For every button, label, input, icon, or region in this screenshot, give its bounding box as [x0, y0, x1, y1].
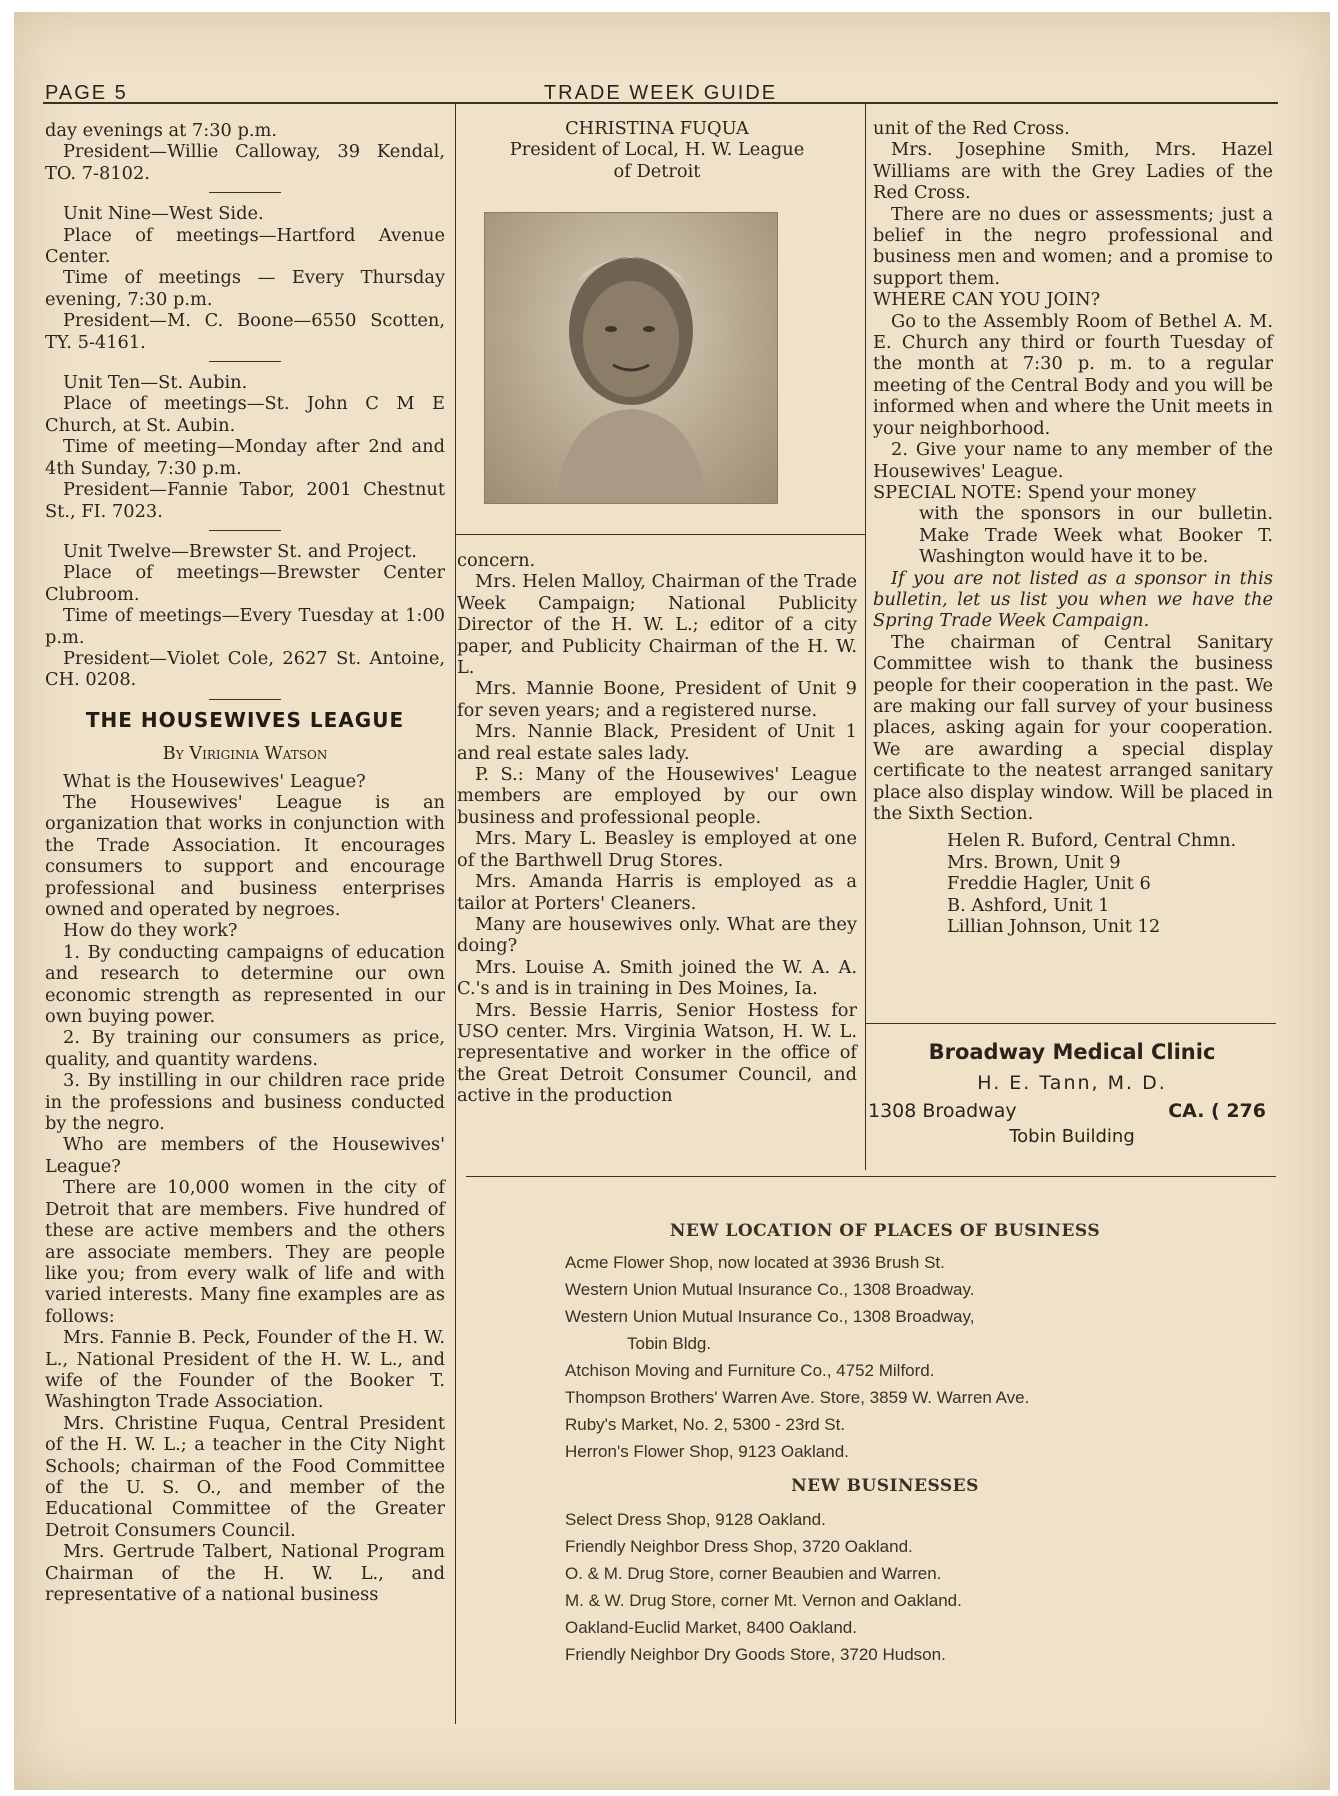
signature-line: Mrs. Brown, Unit 9	[947, 851, 1121, 873]
unit-listing-line: day evenings at 7:30 p.m.	[45, 120, 278, 141]
ad-top-rule	[865, 1023, 1276, 1024]
article-paragraph: 2. Give your name to any member of the Housewives' League.	[873, 439, 1273, 482]
unit-listing-line: Time of meetings—Every Tuesday at 1:00 p.m.	[45, 605, 445, 648]
unit-listing-line: Time of meetings — Every Thursday evening, 7:30 p.m.	[45, 267, 445, 310]
section-separator	[209, 361, 281, 362]
signature-line: Freddie Hagler, Unit 6	[947, 873, 1151, 895]
article-paragraph: 1. By conducting campaigns of education and research to determine our own economic strength as represented in our own buying power.	[45, 941, 445, 1028]
article-paragraph: Mrs. Mary L. Beasley is employed at one of the Barthwell Drug Stores.	[457, 828, 857, 871]
portrait-photo	[484, 212, 778, 504]
new-business-item: O. & M. Drug Store, corner Beaubien and Warren.	[565, 1564, 942, 1583]
article-paragraph: Go to the Assembly Room of Bethel A. M. E. Church any third or fourth Tuesday of the month at 7:30 p. m. to a regular meeting of the Central Body and you will be informed when and where the Unit meets in your neighborhood.	[873, 310, 1273, 439]
article-paragraph: What is the Housewives' League?	[63, 770, 366, 792]
header-rule	[43, 102, 1278, 104]
business-location-item: Tobin Bldg.	[627, 1334, 712, 1353]
article-paragraph: Who are members of the Housewives' League?	[45, 1134, 445, 1177]
article-paragraph: Mrs. Josephine Smith, Mrs. Hazel Williams are with the Grey Ladies of the Red Cross.	[873, 139, 1273, 204]
article-paragraph: WHERE CAN YOU JOIN?	[873, 289, 1101, 311]
article-paragraph: concern.	[457, 550, 536, 571]
business-location-item: Thompson Brothers' Warren Ave. Store, 3859 W. Warren Ave.	[565, 1388, 1030, 1407]
clinic-building: Tobin Building	[1009, 1126, 1135, 1147]
new-locations-title: NEW LOCATION OF PLACES OF BUSINESS	[669, 1221, 1101, 1241]
new-locations-section	[565, 1218, 1205, 1668]
lower-section-rule	[466, 1176, 1276, 1177]
new-businesses-title: NEW BUSINESSES	[791, 1476, 979, 1496]
article-paragraph: Mrs. Fannie B. Peck, Founder of the H. W. L., National President of the H. W. L., and wife of the Founder of the Booker T. Washington Trade Association.	[45, 1327, 445, 1413]
unit-listing-line: President—M. C. Boone—6550 Scotten, TY. 5-4161.	[45, 310, 445, 353]
business-location-item: Herron's Flower Shop, 9123 Oakland.	[565, 1442, 849, 1461]
article-paragraph: Mrs. Gertrude Talbert, National Program Chairman of the H. W. L., and representative of a national business	[45, 1541, 445, 1605]
article-paragraph: 2. By training our consumers as price, quality, and quantity wardens.	[45, 1027, 445, 1070]
photo-caption-line: President of Local, H. W. League	[509, 139, 805, 161]
column-divider-1	[455, 104, 456, 1724]
clinic-advertisement	[868, 1036, 1276, 1156]
portrait-illustration	[485, 213, 777, 503]
article-paragraph: Mrs. Amanda Harris is employed as a tailor at Porters' Cleaners.	[457, 871, 857, 914]
photo-bottom-rule	[455, 534, 865, 535]
article-paragraph: P. S.: Many of the Housewives' League members are employed by our own business and professional people.	[457, 764, 857, 828]
unit-listing-line: President—Violet Cole, 2627 St. Antoine, CH. 0208.	[45, 647, 445, 691]
committee-signatures	[873, 830, 1273, 937]
unit-listing-line: Unit Twelve—Brewster St. and Project.	[63, 540, 417, 562]
photo-caption-name: CHRISTINA FUQUA	[565, 118, 749, 139]
unit-listing-line: President—Fannie Tabor, 2001 Chestnut St., FI. 7023.	[45, 479, 445, 522]
unit-listing-line: Unit Ten—St. Aubin.	[63, 372, 248, 394]
new-locations-list	[565, 1249, 1205, 1465]
unit-listings	[45, 120, 445, 700]
clinic-doctor: H. E. Tann, M. D.	[977, 1072, 1167, 1094]
article-paragraph: There are 10,000 women in the city of Detroit that are members. Five hundred of these are active members and the others are associate members. They are people like you; from every walk of life and with varied interests. Many fine examples are as follows:	[45, 1177, 445, 1327]
new-business-item: Friendly Neighbor Dress Shop, 3720 Oakland.	[565, 1537, 913, 1556]
clinic-name: Broadway Medical Clinic	[928, 1040, 1216, 1064]
column-1	[45, 120, 445, 1605]
article-paragraph: Mrs. Louise A. Smith joined the W. A. A. C.'s and is in training in Des Moines, Ia.	[457, 956, 857, 1000]
column-2	[457, 118, 857, 182]
section-separator	[209, 530, 281, 531]
business-location-item: Acme Flower Shop, now located at 3936 Brush St.	[565, 1253, 945, 1272]
article-paragraph: 3. By instilling in our children race pride in the professions and business conducted by the negro.	[45, 1070, 445, 1135]
new-businesses-list	[565, 1506, 1205, 1668]
article-paragraph: Mrs. Helen Malloy, Chairman of the Trade Week Campaign; National Publicity Director of the H. W. L.; editor of a city paper, and Publicity Chairman of the H. W. L.	[457, 571, 857, 679]
signature-line: B. Ashford, Unit 1	[947, 894, 1110, 916]
unit-listing-line: President—Willie Calloway, 39 Kendal, TO. 7-8102.	[45, 141, 445, 184]
new-business-item: Friendly Neighbor Dry Goods Store, 3720 Hudson.	[565, 1645, 946, 1664]
column-divider-2	[865, 104, 866, 1170]
new-business-item: M. & W. Drug Store, corner Mt. Vernon and Oakland.	[565, 1591, 962, 1610]
section-separator	[209, 192, 281, 193]
article-paragraph: The chairman of Central Sanitary Committee wish to thank the business people for their cooperation in the past. We are making our fall survey of your business places, asking again for your cooperation. We are awarding a special display certificate to the neatest arranged sanitary place also display window. Will be placed in the Sixth Section.	[873, 631, 1273, 824]
article-byline: By Viriginia Watson	[162, 743, 328, 765]
article-paragraph: Mrs. Nannie Black, President of Unit 1 and real estate sales lady.	[457, 721, 857, 764]
new-business-item: Select Dress Shop, 9128 Oakland.	[565, 1510, 826, 1529]
new-business-item: Oakland-Euclid Market, 8400 Oakland.	[565, 1618, 857, 1637]
unit-listing-line: Unit Nine—West Side.	[63, 203, 264, 225]
page-number: PAGE 5	[45, 82, 128, 104]
business-location-item: Western Union Mutual Insurance Co., 1308 Broadway.	[565, 1280, 975, 1299]
clinic-phone: CA. ( 276	[1168, 1100, 1266, 1122]
unit-listing-line: Place of meetings—Brewster Center Clubroom.	[45, 562, 445, 605]
column-3-body	[873, 118, 1273, 824]
signature-line: Helen R. Buford, Central Chmn.	[947, 830, 1237, 852]
photo-caption-line: of Detroit	[613, 160, 701, 182]
clinic-address: 1308 Broadway	[868, 1100, 1017, 1122]
article-body	[45, 771, 445, 1606]
article-paragraph: Mrs. Bessie Harris, Senior Hostess for USO center. Mrs. Virginia Watson, H. W. L. representative and worker in the office of the Great Detroit Consumer Council, and active in the production	[457, 999, 857, 1107]
business-location-item: Ruby's Market, No. 2, 5300 - 23rd St.	[565, 1415, 846, 1434]
article-title: THE HOUSEWIVES LEAGUE	[85, 707, 405, 732]
article-paragraph: How do they work?	[63, 920, 238, 942]
publication-title: TRADE WEEK GUIDE	[543, 82, 778, 104]
article-paragraph: Mrs. Mannie Boone, President of Unit 9 for seven years; and a registered nurse.	[457, 678, 857, 721]
business-location-item: Atchison Moving and Furniture Co., 4752 Milford.	[565, 1361, 935, 1380]
section-separator	[209, 699, 281, 700]
article-paragraph: The Housewives' League is an organization that works in conjunction with the Trade Association. It encourages consumers to support and encourage professional and business enterprises owned and operated by negroes.	[45, 791, 445, 920]
column-2-body	[457, 550, 857, 1107]
signature-line: Lillian Johnson, Unit 12	[947, 916, 1161, 938]
article-paragraph: SPECIAL NOTE: Spend your money	[873, 481, 1197, 503]
unit-listing-line: Time of meeting—Monday after 2nd and 4th Sunday, 7:30 p.m.	[45, 436, 445, 479]
article-paragraph: There are no dues or assessments; just a belief in the negro professional and business men and women; and a promise to support them.	[873, 203, 1273, 289]
article-paragraph: Many are housewives only. What are they doing?	[457, 913, 857, 957]
article-paragraph: with the sponsors in our bulletin. Make Trade Week what Booker T. Washington would have it to be.	[919, 503, 1273, 568]
article-paragraph: If you are not listed as a sponsor in this bulletin, let us list you when we have the Spring Trade Week Campaign.	[873, 567, 1273, 632]
unit-listing-line: Place of meetings—Hartford Avenue Center.	[45, 224, 445, 268]
business-location-item: Western Union Mutual Insurance Co., 1308 Broadway,	[565, 1307, 975, 1326]
article-paragraph: Mrs. Christine Fuqua, Central President of the H. W. L.; a teacher in the City Night Schools; chairman of the Food Committee of the U. S. O., and member of the Educational Committee of the Greater Detroit Consumers Council.	[45, 1412, 445, 1541]
article-paragraph: unit of the Red Cross.	[873, 118, 1070, 139]
page-header	[45, 78, 1276, 104]
column-3	[873, 118, 1273, 937]
unit-listing-line: Place of meetings—St. John C M E Church, at St. Aubin.	[45, 393, 445, 436]
